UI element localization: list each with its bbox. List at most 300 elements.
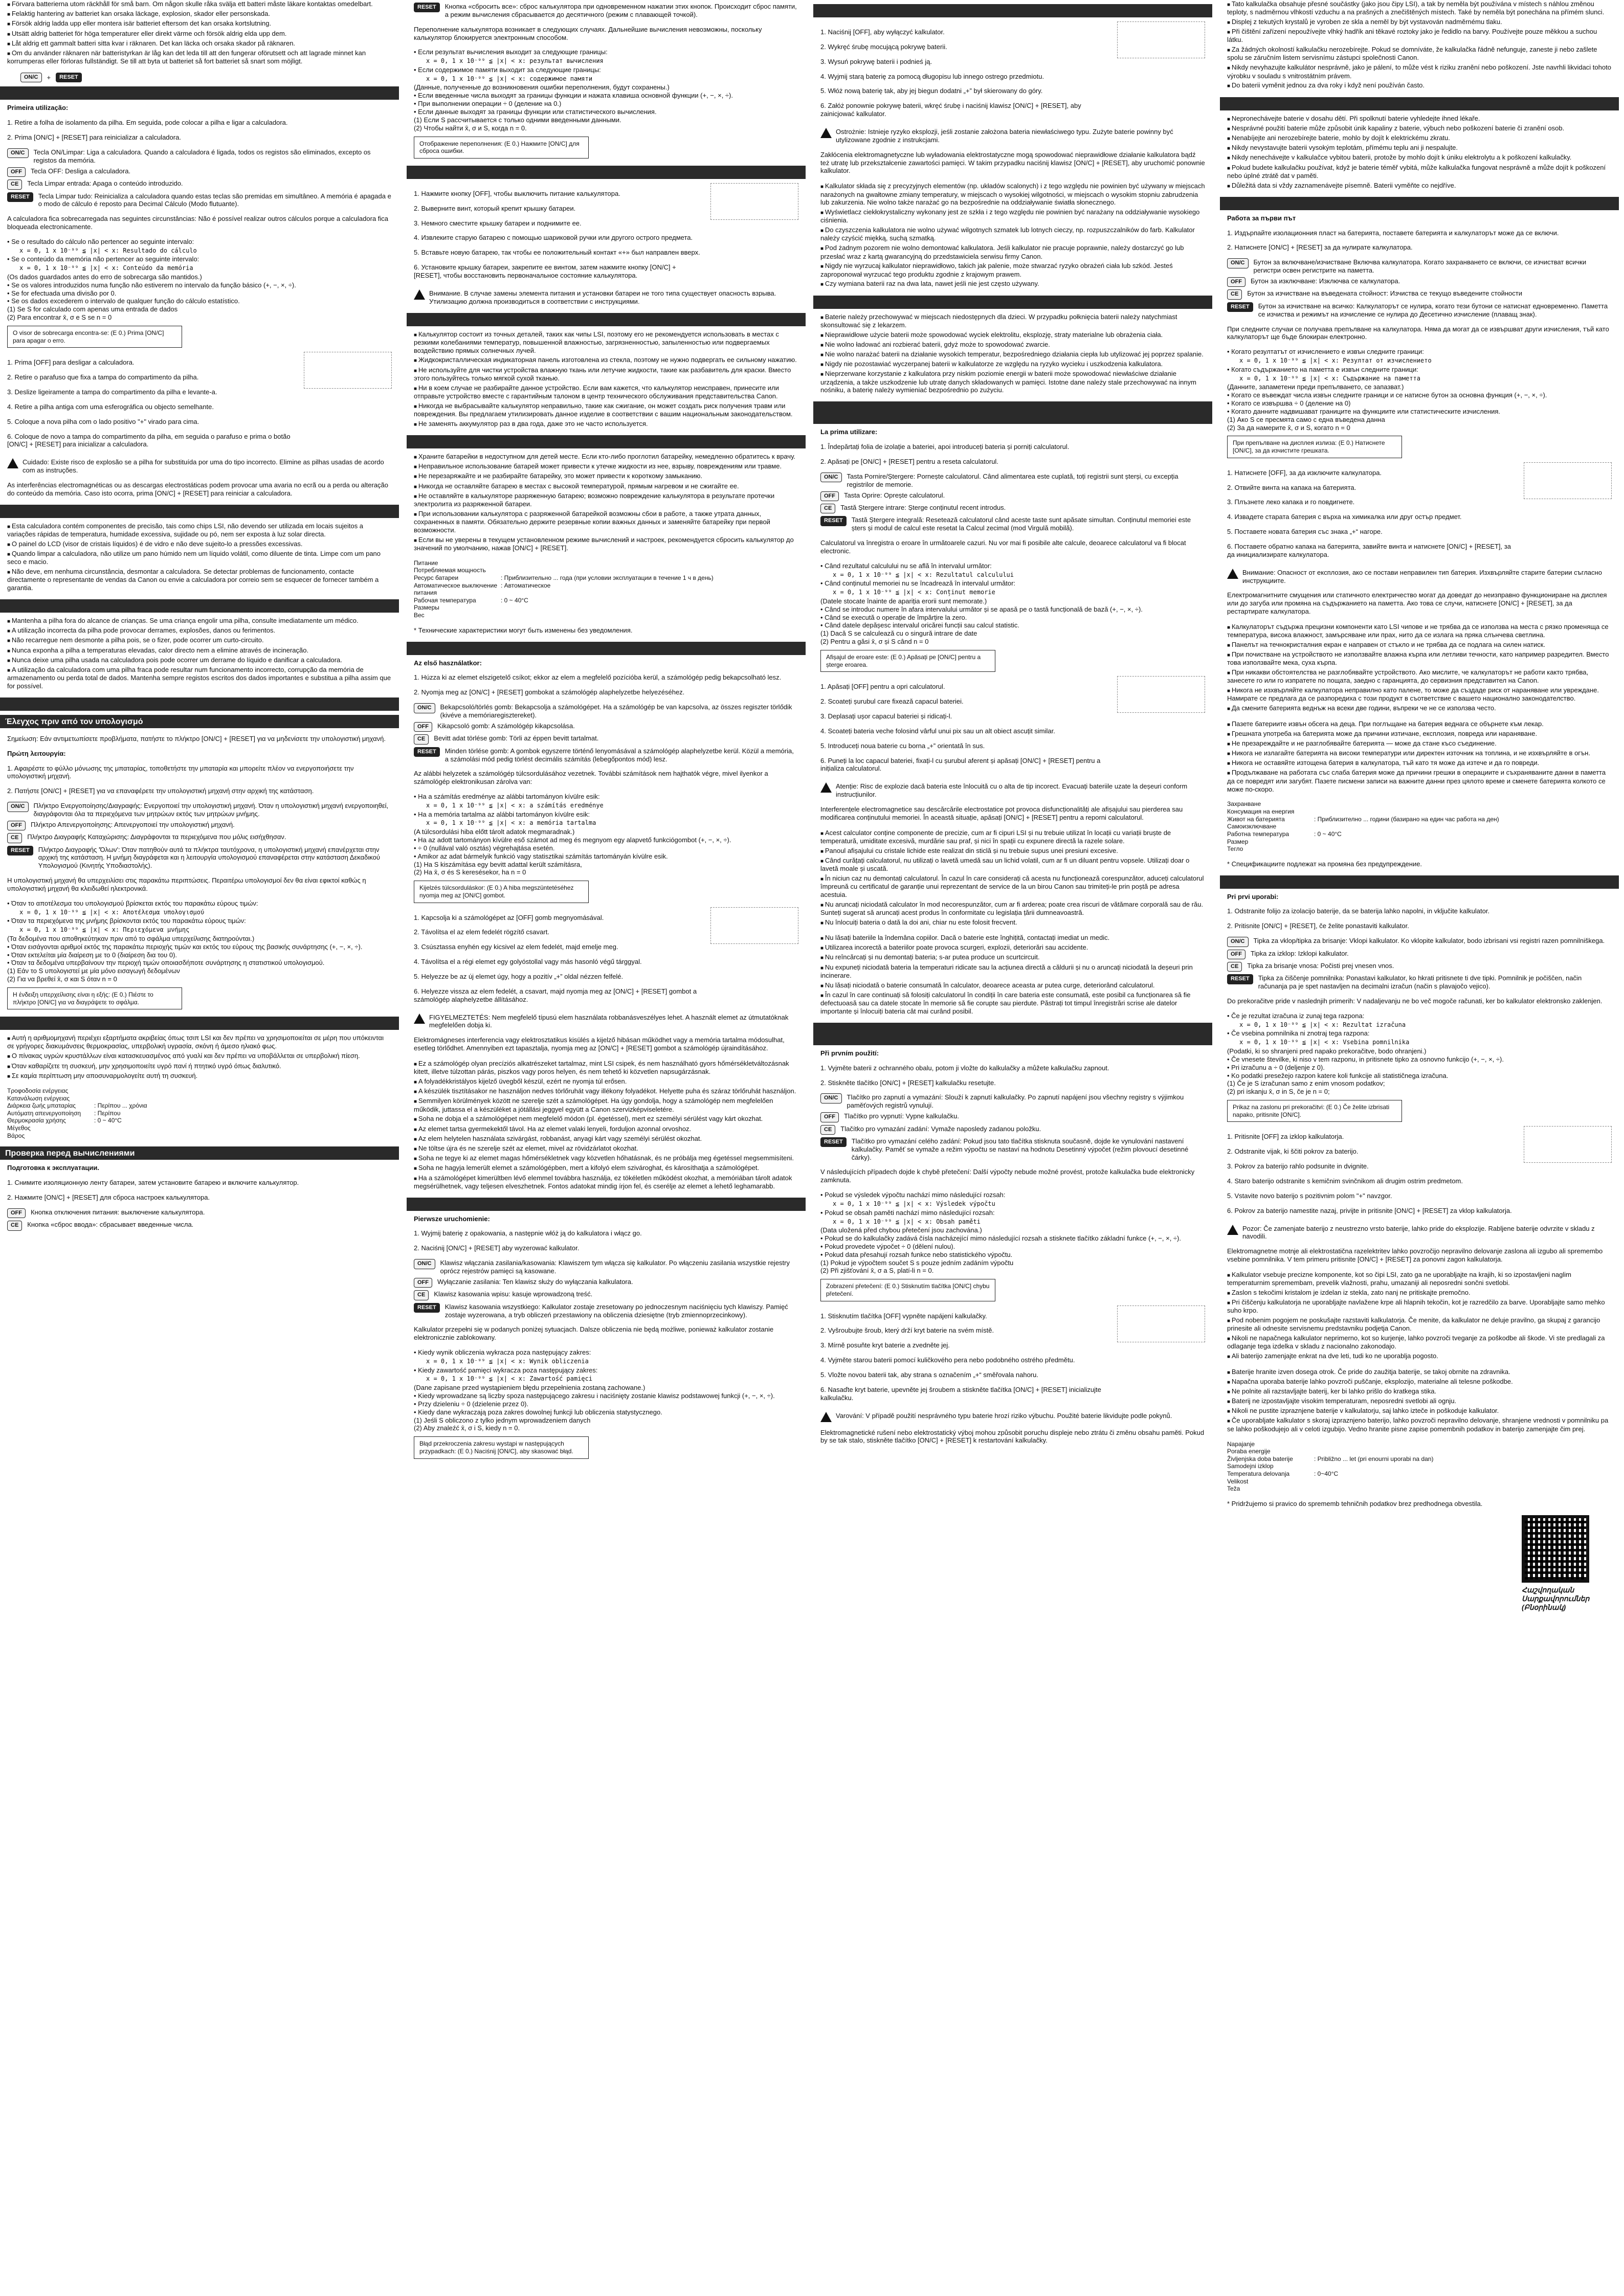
spec-value: : Автоматическое <box>501 581 551 589</box>
ru-overflow-list <box>414 48 798 132</box>
note-item: ■ Nie wolno narażać baterii na działanie wysokich temperatur, bezpośredniego działania ciepła lub utylizować jej poprzez spalanie. <box>820 350 1205 358</box>
ro-notes <box>820 829 1205 927</box>
overflow-item: • Όταν τα δεδομένα υπερβαίνουν την περιοχή τιμών οποιασδήποτε συνάρτησης η στατιστικού υπολογισμού. <box>7 959 325 967</box>
note-item: ■ Pri čiščenju kalkulatorja ne uporabljajte navlažene krpe ali hlapnih tekočin, kot je razredčilo za barve. Uporabljajte samo mehko suho krpo. <box>1227 1298 1612 1315</box>
note-item: ■ Soha ne dobja el a számológépet nem megfelelő módon (pl. égetéssel), mert ez személyi sérülést vagy kárt okozhat. <box>414 1115 798 1123</box>
key-description-row <box>414 747 798 763</box>
note-item: ■ A készülék tisztításakor ne használjon nedves törlőruhát vagy illékony folyadékot. Helyette puha és száraz törlőruhát használjon. <box>414 1087 798 1095</box>
step-item: 5. Helyezze be az új elemet úgy, hogy a pozitív „+” oldal nézzen felfelé. <box>414 972 624 980</box>
battery-illustration <box>1117 21 1205 58</box>
pl-first-use <box>414 1215 798 1459</box>
battery-illustration <box>710 907 798 944</box>
on-c-key: ON/C <box>7 148 29 158</box>
overflow-item: • Pokud se výsledek výpočtu nachází mimo následující rozsah: <box>820 1191 1006 1199</box>
step-item: 1. Retire a folha de isolamento da pilha. Em seguida, pode colocar a pilha e ligar a calculadora. <box>7 119 288 127</box>
key-description-row <box>7 1208 392 1218</box>
el-overflow-list <box>7 899 392 983</box>
spec-row <box>1227 823 1612 830</box>
key-description-row <box>820 1093 1205 1110</box>
note-item: ■ Baterije hranite izven dosega otrok. Če pride do zaužitja baterije, se takoj obrnite na zdravnika. <box>1227 1368 1612 1376</box>
bg-lead: Работа за първи път <box>1227 214 1296 222</box>
off-key: OFF <box>820 1112 839 1122</box>
reset-key: RESET <box>414 1303 440 1313</box>
step-item: 5. Włóż nową baterię tak, aby jej biegun dodatni „+” był skierowany do góry. <box>820 87 1043 95</box>
note-item: ■ Грешната употреба на батерията може да причини изтичане, експлозия, повреда или нараняване. <box>1227 730 1612 738</box>
note-item: ■ Никога не излагайте батерията на високи температури или директен източник на топлина, и не изхвърляйте в огън. <box>1227 749 1612 757</box>
note-item: ■ Acest calculator conține componente de precizie, cum ar fi cipuri LSI și nu trebuie utilizat în locații cu variații bruște de temperatură, umiditate excesivă, murdărie sau praf, și nici în spații cu expunere directă la razele solare. <box>820 829 1205 845</box>
key-description-row <box>7 167 392 177</box>
key-description: Πλήκτρο Απενεργοποίησης: Απενεργοποιεί την υπολογιστική μηχανή. <box>31 820 235 828</box>
overflow-item: • Pri izračunu a ÷ 0 (deljenje z 0). <box>1227 1063 1325 1071</box>
warning-item: ■ Utsätt aldrig batteriet för höga temperaturer eller direkt värme och försök aldrig elda upp dem. <box>7 30 392 38</box>
key-description: Tlačítko pro zapnutí a vymazání: Slouží k zapnutí kalkulačky. Po zapnutí napájení jsou všechny registry s výjimkou paměťových registrů vynulují. <box>847 1093 1184 1110</box>
spec-row <box>7 1132 392 1140</box>
step-item: 4. Vyjměte starou baterii pomocí kuličkového pera nebo podobného ostrého předmětu. <box>820 1356 1075 1364</box>
note-item: ■ Nu aruncați niciodată calculator în mod necorespunzător, cum ar fi arderea; poate crea riscuri de vătămare corporală sau de rău. Sunteți sugerat să aruncați acest produs în conformitate cu legislația țării dumneavoastră. <box>820 901 1205 917</box>
note-item: ■ Никога не изхвърляйте калкулатора неправилно като палене, то може да създаде риск от нараняване или увреждане. Намирате се предлага да се разпоредиха с този продукт в съответствие с вашето национално законодателство. <box>1227 686 1612 703</box>
note-item: ■ Za žádných okolností kalkulačku nerozebírejte. Pokud se domníváte, že kalkulačka řádně nefunguje, zaneste ji nebo zašlete spolu se záručním listem servisnímu zástupci společnosti Canon. <box>1227 46 1612 62</box>
ro-overflow-intro: Calculatorul va înregistra o eroare în următoarele cazuri. Nu vor mai fi posibile alte calcule, deoarece calculatorul va fi blocat electronic. <box>820 539 1186 555</box>
spec-row <box>1227 816 1612 823</box>
key-description: Bevitt adat törlése gomb: Törli az éppen bevitt tartalmat. <box>434 734 599 742</box>
pl-interference: Zakłócenia elektromagnetyczne lub wyładowania elektrostatyczne mogą spowodować nieprawidłowe działanie kalkulatora bądź też utratę lub przekształcenie zawartości pamięci. W takim przypadku naciśnij klawisz [ON/C] + [RESET], aby uruchomić ponownie kalkulator. <box>820 150 1205 175</box>
note-item: ■ Când curățați calculatorul, nu utilizați o lavetă umedă sau un lichid volatil, cum ar fi un diluant pentru vopsele. Utilizați doar o lavetă moale și uscată. <box>820 857 1205 873</box>
step-item: 1. Prima [OFF] para desligar a calculadora. <box>7 358 135 367</box>
spec-label: Самоизключване <box>1227 823 1277 830</box>
bg-overflow-box: При препълване на дисплея излиза: (E 0.) Натиснете [ON/C], за да изчистите грешката. <box>1227 436 1402 458</box>
key-description-row <box>7 179 392 189</box>
note-item: ■ Ne polnite ali razstavljajte baterij, ker bi lahko prišlo do kratkega stika. <box>1227 1387 1612 1395</box>
spec-label: Живот на батерията <box>1227 815 1285 823</box>
sl-key-list <box>1227 937 1612 991</box>
key-description: Tecla Limpar entrada: Apaga o conteúdo introduzido. <box>27 179 183 188</box>
spec-row <box>1227 1440 1612 1448</box>
overflow-item: • Ko podatki presežejo razpon katere koli funkcije ali statističnega izračuna. <box>1227 1071 1449 1079</box>
key-description-row <box>7 833 392 843</box>
ce-key: CE <box>7 179 22 189</box>
note-item: ■ Wyświetlacz ciekłokrystaliczny wykonany jest ze szkła i z tego względu nie powinien być narażany na oddziaływanie wysokiego ciśnienia. <box>820 208 1205 224</box>
section-bar <box>0 1017 399 1030</box>
bg-battery-steps <box>1227 462 1519 566</box>
overflow-item: • Pokud se obsah paměti nachází mimo následující rozsah: <box>820 1208 995 1217</box>
range-formula: x = 0, 1 x 10⁻⁹⁹ ≦ |x| < x: результат вычисления <box>426 57 604 65</box>
overflow-item: (Os dados guardados antes do erro de sobrecarga são mantidos.) <box>7 273 202 281</box>
on-c-key: ON/C <box>820 472 842 482</box>
key-description: Tipka za vklop/tipka za brisanje: Vklopi kalkulator. Ko vklopite kalkulator, bodo izbrisani vsi registri razen pomnilniškega. <box>1253 937 1605 945</box>
cs-caution: Varování: V případě použití nesprávného typu baterie hrozí riziko výbuchu. Použité baterie likvidujte podle pokynů. <box>836 1411 1172 1420</box>
step-item: 3. Deplasați ușor capacul bateriei și ridicați-l. <box>820 712 952 720</box>
cs-battery-steps <box>820 1305 1112 1409</box>
sl-steps <box>1227 907 1612 930</box>
pt-overflow-intro: A calculadora fica sobrecarregada nas seguintes circunstâncias: Não é possível realizar outros cálculos porque a calculadora fica bloqueada electronicamente. <box>7 215 389 231</box>
key-description: Πλήκτρο Διαγραφής 'Όλων': Όταν πατηθούν αυτά τα πλήκτρα ταυτόχρονα, η υπολογιστική μηχανή επανέρχεται στην αρχική της κατάσταση. Η μνήμη διαγράφεται και η λειτουργία υπολογισμού επαναφέρεται στην κατάσταση Δεκαδικού Υπολογισμού (Κινητής Υποδιαστολής). <box>38 845 380 870</box>
spec-label: Teža <box>1227 1485 1240 1493</box>
sl-notes <box>1227 1271 1612 1361</box>
note-item: ■ Σε καμία περίπτωση μην αποσυναρμολογείτε αυτή τη συσκευή. <box>7 1072 392 1080</box>
note-item: ■ Не заменять аккумулятор раз в два года, даже это не часто используется. <box>414 420 798 428</box>
step-item: 6. Coloque de novo a tampa do compartimento da pilha, em seguida o parafuso e prima o botão [ON/C] + [RESET] para inicializar a calculadora. <box>7 432 291 448</box>
bg-spec-note: * Спецификациите подлежат на промяна без предупреждение. <box>1227 860 1422 868</box>
step-item: 5. Vložte novou baterii tak, aby strana s označením „+“ směřovala nahoru. <box>820 1371 1038 1379</box>
warning-icon <box>1227 1225 1238 1235</box>
overflow-item: • Când datele depășesc intervalul oricărei funcții sau calcul statistic. <box>820 621 1019 629</box>
step-item: 1. Îndepărtați folia de izolație a bateriei, apoi introduceți bateria și porniți calculatorul. <box>820 443 1070 451</box>
overflow-item: (2) Para encontrar x̄, σ e S se n = 0 <box>7 313 112 322</box>
note-item: ■ Não deve, em nenhuma circunstância, desmontar a calculadora. Se detectar problemas de funcionamento, contacte directamente o representante de vendas da Canon ou envie a calculadora por correio sem se esquecer de fornecer também a garantia. <box>7 568 392 592</box>
overflow-item: • Če vnesete številke, ki niso v tem razponu, in pritisnete tipko za osnovno funkcijo (+, −, ×, ÷). <box>1227 1055 1504 1063</box>
overflow-item: • Если введенные числа выходят за границы функции и нажата клавиша основной функции (+, −, ×, ÷). <box>414 92 733 100</box>
note-item: ■ Nu lăsați bateriile la îndemâna copiilor. Dacă o baterie este înghițită, contactați imediat un medic. <box>820 934 1205 942</box>
spec-label: Консумация на енергия <box>1227 808 1295 815</box>
off-key: OFF <box>414 1278 432 1288</box>
note-item: ■ Napačna uporaba baterije lahko povzroči puščanje, eksplozijo, materialne ali telesne poškodbe. <box>1227 1378 1612 1386</box>
warning-icon <box>820 782 832 793</box>
note-item: ■ Пазете батериите извън обсега на деца. При поглъщане на батерия веднага се обърнете към лекар. <box>1227 720 1612 728</box>
key-description-row <box>7 846 392 870</box>
overflow-item: • Όταν εκτελείται μία διαίρεση με το 0 (διαίρεση δια του 0). <box>7 951 177 959</box>
key-description: Tipka za brisanje vnosa: Počisti prej vnesen vnos. <box>1247 962 1394 970</box>
range-formula: x = 0, 1 x 10⁻⁹⁹ ≦ |x| < x: Αποτέλεσμα υπολογισμού <box>19 908 205 916</box>
step-item: 1. Stisknutím tlačítka [OFF] vypněte napájení kalkulačky. <box>820 1312 987 1320</box>
ru-steps <box>7 1179 392 1202</box>
on-c-key: ON/C <box>7 802 29 812</box>
note-item: ■ Nunca deixe uma pilha usada na calculadora pois pode ocorrer um derrame do líquido e danificar a calculadora. <box>7 656 392 664</box>
overflow-item: • Kiedy zawartość pamięci wykracza poza następujący zakres: <box>414 1366 598 1374</box>
note-item: ■ Храните батарейки в недоступном для детей месте. Если кто-либо проглотил батарейку, немедленно обратитесь к врачу. <box>414 453 798 461</box>
note-item: ■ Nenabíjejte ani nerozebírejte baterie, mohlo by dojít k elektrickému zkratu. <box>1227 134 1612 142</box>
pl-caution: Ostrożnie: Istnieje ryzyko eksplozji, jeśli zostanie założona bateria niewłaściwego typu. Zużyte baterie powinny być utylizowane zgodnie z instrukcjami. <box>836 128 1173 144</box>
spec-label: Βάρος <box>7 1132 25 1139</box>
battery-illustration <box>1117 676 1205 713</box>
range-formula: x = 0, 1 x 10⁻⁹⁹ ≦ |x| < x: Съдържание на паметта <box>1239 374 1421 382</box>
spec-value: : 0 ~ 40°C <box>1314 830 1342 838</box>
el-spec-table <box>7 1087 392 1139</box>
overflow-item: (1) Εάν το S υπολογιστεί με μία μόνο εισαγωγή δεδομένων <box>7 967 180 975</box>
spec-row <box>1227 830 1612 838</box>
step-item: 4. Távolítsa el a régi elemet egy golyóstollal vagy más hasonló végű tárggyal. <box>414 958 642 966</box>
key-description-row <box>1227 937 1612 947</box>
sl-battery-notes <box>1227 1368 1612 1433</box>
sl-spec-note: * Pridržujemo si pravico do sprememb tehničnih podatkov brez predhodnega obvestila. <box>1227 1499 1483 1507</box>
key-description-row <box>7 148 392 165</box>
key-description: Бутон за изчистване на всичко: Калкулаторът се нулира, когато тези бутони се натиснат едновременно. Паметта се изчиства и режимът на изчисление се нулира до Десетично изчисление (плаващ знак). <box>1258 302 1608 318</box>
overflow-item: • Когато резултатът от изчислението е извън следните граници: <box>1227 348 1424 356</box>
hu-caution: FIGYELMEZTETÉS: Nem megfelelő típusú elem használata robbanásveszélyes lehet. A használt elemet az útmutatóknak megfelelően dobja ki. <box>429 1013 789 1029</box>
overflow-item: (1) Pokud je výpočtem součet S s pouze jedním zadáním výpočtu <box>820 1258 1014 1267</box>
note-item: ■ În niciun caz nu demontați calculatorul. În cazul în care considerați că acesta nu funcționează corespunzător, aduceți calculatorul împreună cu certificatul de garanție unui reprezentant de service de la un birou Canon sau trimiteți-le prin poștă pe adresa acestuia. <box>820 874 1205 899</box>
step-item: 1. Apăsați [OFF] pentru a opri calculatorul. <box>820 683 945 691</box>
note-item: ■ O painel do LCD (visor de cristais líquidos) é de vidro e não deve sujeito-lo a pressões excessivas. <box>7 540 392 548</box>
ro-caution: Atenție: Risc de explozie dacă bateria este înlocuită cu o alta de tip incorect. Evacuați bateriile uzate la deșeuri conform instrucțiunilor. <box>836 782 1188 799</box>
spec-label: Velikost <box>1227 1477 1249 1485</box>
el-overflow-box: Η ένδειξη υπερχείλισης είναι η εξής: (E 0.) Πιέστε το πλήκτρο [ON/C] για να διαγράψετε το σφάλμα. <box>7 987 182 1009</box>
spec-row <box>414 559 798 567</box>
overflow-item: (A túlcsordulási hiba előtt tárolt adatok megmaradnak.) <box>414 828 575 836</box>
note-item: ■ Soha ne tegye ki az elemet magas hőmérsékletnek vagy közvetlen hőhatásnak, és ne próbálja meg égetéssel megsemmisíteni. <box>414 1154 798 1162</box>
spec-row <box>1227 845 1612 853</box>
bg-first-use <box>1227 214 1612 616</box>
key-description: Klawisz kasowania wszystkiego: Kalkulator zostaje zresetowany po jednoczesnym naciśnięciu tych klawiszy. Pamięć zostaje wyzerowana, a tryb obliczeń przestawiony na obliczenia dziesiętne (tryb zmiennoprzecinkowy). <box>444 1302 788 1319</box>
bg-battery-notes <box>1227 720 1612 794</box>
note-item: ■ Калкулаторът съдържа прецизни компоненти като LSI чипове и не трябва да се използва на места с рязко променяща се температура, висока влажност, замърсяване или прах, нито да се излага на пряка слънчева светлина. <box>1227 623 1612 639</box>
step-item: 1. Pritisnite [OFF] za izklop kalkulatorja. <box>1227 1133 1344 1141</box>
note-item: ■ При использовании калькулятора с разряженной батарейкой возможны сбои в работе, а также утрата данных, сохраненных в памяти. Обязательно держите резервные копии важных данных и заменяйте батарейку при первой возможности. <box>414 510 798 534</box>
note-item: ■ Důležitá data si vždy zaznamenávejte písemně. Baterii vyměňte co nejdříve. <box>1227 182 1612 190</box>
section-bar <box>1220 875 1619 889</box>
range-formula: x = 0, 1 x 10⁻⁹⁹ ≦ |x| < x: Резултат от изчислението <box>1239 357 1432 365</box>
sl-overflow-intro: Do prekoračitve pride v naslednjih primerih: V nadaljevanju ne bo več mogoče računati, ker bo kalkulator elektronsko zaklenjen. <box>1227 997 1603 1005</box>
spec-row <box>1227 1470 1612 1478</box>
key-description: Tastă Ștergere intrare: Șterge conținutul recent introdus. <box>840 504 1006 511</box>
range-formula: x = 0, 1 x 10⁻⁹⁹ ≦ |x| < x: Conținut memorie <box>833 589 995 596</box>
note-item: ■ Nikdy nenechávejte v kalkulačce vybitou baterii, protože by mohlo dojít k úniku elektrolytu a k poškození kalkulačky. <box>1227 153 1612 162</box>
note-item: ■ Não recarregue nem desmonte a pilha pois, se o fizer, pode ocorrer um curto-circuito. <box>7 636 392 644</box>
section-bar <box>407 435 806 448</box>
bg-overflow-list <box>1227 348 1612 432</box>
cs-overflow-list <box>820 1191 1205 1275</box>
overflow-item: • Se for efectuada uma divisão por 0. <box>7 289 117 297</box>
key-description-row <box>7 802 392 818</box>
sl-caution: Pozor: Če zamenjate baterijo z neustrezno vrsto baterije, lahko pride do eksplozije. Rabljene baterije odvrzite v skladu z navodili. <box>1242 1224 1595 1241</box>
spec-value: : Приблизително ... години (базирано на един час работа на ден) <box>1314 815 1499 823</box>
note-item: ■ Ни в коем случае не разбирайте данное устройство. Если вам кажется, что калькулятор неисправен, принесите или отправьте устройство вместе с гарантийным талоном в центр технического обслуживания представительства Canon. <box>414 384 798 400</box>
step-item: 3. Немного сместите крышку батареи и поднимите ее. <box>414 219 582 227</box>
note-item: ■ Mantenha a pilha fora do alcance de crianças. Se uma criança engolir uma pilha, consulte imediatamente um médico. <box>7 617 392 625</box>
step-item: 2. Nyomja meg az [ON/C] + [RESET] gombokat a számológép alaphelyzetbe helyezéséhez. <box>414 688 685 696</box>
overflow-item: (Dane zapisane przed wystąpieniem błędu przepełnienia zostaną zachowane.) <box>414 1384 646 1392</box>
note-item: ■ Не используйте для чистки устройства влажную ткань или летучие жидкости, такие как разбавитель для краски. Вместо этого пользуйтесь только мягкой сухой тканью. <box>414 366 798 382</box>
spec-label: Автоматическое выключение питания <box>414 581 498 597</box>
note-item: ■ Nunca exponha a pilha a temperaturas elevadas, calor directo nem a elimine através de incineração. <box>7 646 392 655</box>
note-item: ■ Не перезаряжайте и не разбирайте батарейку, это может привести к короткому замыканию. <box>414 472 798 480</box>
key-description: Кнопка отключения питания: выключение калькулятора. <box>31 1208 205 1216</box>
hu-overflow-list <box>414 793 798 876</box>
note-item: ■ Nepronechávejte baterie v dosahu dětí. Při spolknutí baterie vyhledejte ihned lékaře. <box>1227 115 1612 123</box>
ro-first-use <box>820 428 1205 821</box>
step-item: 2. Scoateți șurubul care fixează capacul bateriei. <box>820 697 964 706</box>
hu-lead: Az első használatkor: <box>414 659 482 667</box>
note-item: ■ Неправильное использование батарей может привести к утечке жидкости из нее, взрыву, повреждениям или травме. <box>414 462 798 470</box>
note-item: ■ Не презареждайте и не разглобявайте батерията — може да стане късо съединение. <box>1227 739 1612 748</box>
spec-row <box>1227 1478 1612 1485</box>
off-key: OFF <box>7 821 26 830</box>
note-item: ■ Czy wymiana baterii raz na dwa lata, nawet jeśli nie jest często używany. <box>820 280 1205 288</box>
spec-label: Ресурс батареи <box>414 574 459 581</box>
step-item: 2. Naciśnij [ON/C] + [RESET] aby wyzerować kalkulator. <box>414 1244 580 1252</box>
el-note: Σημείωση: Εάν αντιμετωπίσετε προβλήματα, πατήστε το πλήκτρο [ON/C] + [RESET] για να μηδενίσετε την υπολογιστική μηχανή. <box>7 734 386 742</box>
step-item: 6. Поставете обратно капака на батерията, завийте винта и натиснете [ON/C] + [RESET], за да инициализирате калкулатора. <box>1227 542 1511 558</box>
spec-value: : 0 ~ 40°C <box>94 1117 122 1124</box>
spec-row <box>1227 1455 1612 1463</box>
spec-row <box>1227 1462 1612 1470</box>
reset-key: RESET <box>820 1137 847 1147</box>
on-c-key: ON/C <box>820 1093 842 1103</box>
ru-overflow-intro: Переполнение калькулятора возникает в следующих случаях. Дальнейшие вычисления невозможны, поскольку калькулятор блокируется электронным способом. <box>414 25 762 41</box>
pl-overflow-intro: Kalkulator przepełni się w podanych poniżej sytuacjach. Dalsze obliczenia nie będą możliwe, ponieważ kalkulator zostanie elektronicznie zablokowany. <box>414 1325 774 1342</box>
step-item: 5. Vstavite novo baterijo s pozitivnim polom "+" navzgor. <box>1227 1191 1392 1200</box>
pt-notes <box>7 522 392 592</box>
overflow-item: • Ha a számítás eredménye az alábbi tartományon kívülre esik: <box>414 793 600 801</box>
spec-label: Življenjska doba baterije <box>1227 1455 1293 1462</box>
overflow-item: • Przy dzieleniu ÷ 0 (dzielenie przez 0). <box>414 1400 529 1408</box>
step-item: 3. Csúsztassa enyhén egy kicsivel az elem fedelét, majd emelje meg. <box>414 943 618 951</box>
spec-row <box>1227 1485 1612 1493</box>
overflow-item: • Όταν το αποτέλεσμα του υπολογισμού βρίσκεται εκτός του παρακάτω εύρους τιμών: <box>7 899 258 907</box>
overflow-item: (Данните, запаметени преди препълването, се запазват.) <box>1227 383 1404 391</box>
ro-battery-steps <box>820 676 1112 779</box>
battery-illustration <box>304 352 392 389</box>
note-item: ■ Při čištění zařízení nepoužívejte vlhký hadřík ani těkavé roztoky jako je ředidlo na barvy. Používejte pouze měkkou a suchou látku. <box>1227 28 1612 44</box>
key-description: Tlačítko pro vymazání celého zadání: Pokud jsou tato tlačítka stisknuta současně, dojde ke vynulování nastavení kalkulačky. Paměť se vymaže a režim výpočtu se nastaví na hodnotu Desetinný výpočet (režim plovoucí desetinné čárky). <box>851 1137 1189 1161</box>
cs-key-list <box>820 1093 1205 1161</box>
step-item: 2. Retire o parafuso que fixa a tampa do compartimento da pilha. <box>7 373 199 381</box>
overflow-item: • ÷ 0 (nullával való osztás) végrehajtása esetén. <box>414 844 555 852</box>
overflow-item: • Kiedy wprowadzane są liczby spoza następującego zakresu i naciśnięty zostanie klawisz podstawowej funkcji (+, −, ×, ÷). <box>414 1391 775 1400</box>
key-description: Tecla ON/Limpar: Liga a calculadora. Quando a calculadora é ligada, todos os registos são eliminados, excepto os registos da memória. <box>33 148 371 164</box>
ce-key: CE <box>820 504 835 513</box>
overflow-item: (1) Ha S kiszámítása egy bevitt adattal került számításra, <box>414 860 582 868</box>
off-key: OFF <box>1227 950 1245 959</box>
off-key: OFF <box>820 491 839 501</box>
key-description: Кнопка «сброс ввода»: сбрасывает введенные числа. <box>27 1221 194 1229</box>
hu-interference: Elektromágneses interferencia vagy elektrosztatikus kisülés a kijelző hibásan működhet vagy a memória tartalma módosulhat, esetleg törlődhet. Amennyiben ezt tapasztalja, nyomja meg az [ON/C] + [RESET] gombot a számológép újraindításához. <box>414 1036 785 1052</box>
note-item: ■ A utilização incorrecta da pilha pode provocar derrames, explosões, danos ou ferimentos. <box>7 626 392 635</box>
ro-overflow-box: Afișajul de eroare este: (E 0.) Apăsați pe [ON/C] pentru a șterge eroarea. <box>820 650 995 672</box>
overflow-item: (2) Чтобы найти x̄, σ и S, когда n = 0. <box>414 124 527 132</box>
spec-row <box>7 1117 392 1124</box>
ce-key: CE <box>820 1125 835 1135</box>
note-item: ■ Nieprawidłowe użycie baterii może spowodować wyciek elektrolitu, eksplozję, straty materialne lub obrażenia ciała. <box>820 331 1205 339</box>
note-item: ■ A folyadékkristályos kijelző üvegből készül, ezért ne nyomja túl erősen. <box>414 1077 798 1086</box>
overflow-item: • Če vsebina pomnilnika ni znotraj tega razpona: <box>1227 1029 1370 1038</box>
key-description: Tasta Pornire/Ștergere: Pornește calculatorul. Când alimentarea este cuplată, toți registrii sunt șterși, cu excepția registrilor de memorie. <box>847 472 1178 488</box>
key-description: Бутон за изчистване на въведената стойност: Изчиства се текущо въведените стойности <box>1247 289 1522 298</box>
note-item: ■ Панелът на течнокристалния екран е направен от стъкло и не трябва да се подлага на силен натиск. <box>1227 641 1612 649</box>
el-notes <box>7 1034 392 1080</box>
step-item: 2. Stiskněte tlačítko [ON/C] + [RESET] kalkulačku resetujte. <box>820 1078 996 1087</box>
step-item: 2. Prima [ON/C] + [RESET] para reinicializar a calculadora. <box>7 133 181 142</box>
bg-caution: Внимание: Опасност от експлозия, ако се постави неправилен тип батерия. Изхвърляйте старите батерии съгласно инструкциите. <box>1242 568 1602 584</box>
section-bar <box>407 313 806 326</box>
note-item: ■ Жидкокристаллическая индикаторная панель изготовлена из стекла, поэтому не нужно подвергать ее сильному нажатию. <box>414 356 798 364</box>
overflow-item: • Când rezultatul calculului nu se află în intervalul următor: <box>820 561 992 570</box>
ru-spec-table <box>414 559 798 619</box>
overflow-item: (1) Dacă S se calculează cu o singură intrare de date <box>820 629 977 638</box>
section-bar <box>0 505 399 518</box>
key-description-row <box>820 1137 1205 1162</box>
overflow-item: • Se os valores introduzidos numa função não estiverem no intervalo da função básico (+, −, ×, ÷). <box>7 281 296 289</box>
note-item: ■ Az elem helytelen használata szivárgást, robbanást, anyagi kárt vagy személyi sérülést okozhat. <box>414 1135 798 1143</box>
key-description-row <box>1227 962 1612 972</box>
pt-key-list <box>7 148 392 208</box>
overflow-item: • Когато се въвеждат числа извън следните граници и се натисне бутон за основна функция (+, −, ×, ÷). <box>1227 391 1547 399</box>
spec-label: Κατανάλωση ενέργειας <box>7 1094 70 1102</box>
step-item: 4. Scoateți bateria veche folosind vârful unui pix sau un alt obiect ascuțit similar. <box>820 727 1055 735</box>
note-item: ■ Displej z tekutých krystalů je vyroben ze skla a neměl by být vystavován nadměrnému tlaku. <box>1227 18 1612 26</box>
spec-value: : 0 ~ 40°C <box>501 596 528 604</box>
overflow-item: • Se o resultado do cálculo não pertencer ao seguinte intervalo: <box>7 237 194 245</box>
overflow-item: • Когато съдържанието на паметта е извън следните граници: <box>1227 365 1418 373</box>
key-description-row <box>414 734 798 744</box>
note-item: ■ Do czyszczenia kalkulatora nie wolno używać wilgotnych szmatek lub lotnych cieczy, np. rozpuszczalników do farb. Kalkulator należy czyścić miękką, suchą szmatką. <box>820 226 1205 242</box>
warning-item: ■ Förvara batterierna utom räckhåll för små barn. Om någon skulle råka svälja ett batteri måste läkare kontaktas omedelbart. <box>7 0 392 8</box>
ce-key: CE <box>7 1221 22 1230</box>
pt-overflow-box: O visor de sobrecarga encontra-se: (E 0.) Prima [ON/C] para apagar o erro. <box>7 326 182 348</box>
key-description-row <box>1227 974 1612 991</box>
key-description-row <box>1227 289 1612 299</box>
step-item: 6. Helyezze vissza az elem fedelét, a csavart, majd nyomja meg az [ON/C] + [RESET] gombot a számológép alaphelyzetbe állításához. <box>414 987 697 1003</box>
spec-value: : Približno ... let (pri enourni uporabi na dan) <box>1314 1455 1434 1462</box>
overflow-item: • Ha a memória tartalma az alábbi tartományon kívülre esik: <box>414 810 590 818</box>
overflow-item: • Kiedy wynik obliczenia wykracza poza następujący zakres: <box>414 1348 591 1357</box>
step-item: 5. Вставьте новую батарею, так чтобы ее положительный контакт «+» был направлен вверх. <box>414 249 700 257</box>
off-key: OFF <box>7 1208 26 1218</box>
note-item: ■ Nikdy nevystavujte baterii vysokým teplotám, přímému teplu ani ji nespalujte. <box>1227 144 1612 152</box>
ro-interference: Interferențele electromagnetice sau descărcările electrostatice pot provoca disfuncționalități ale afișajului sau pierderea sau modificarea conținutului memoriei. În această situație, apăsați [ON/C] + [RESET] pentru a reporni calculatorul. <box>820 805 1183 821</box>
overflow-item: (2) Για να βρεθεί x̄, σ και S όταν n = 0 <box>7 975 117 983</box>
off-key: OFF <box>7 167 26 177</box>
step-item: 2. Нажмите [ON/C] + [RESET] для сброса настроек калькулятора. <box>7 1194 210 1201</box>
overflow-item: (2) За да намерите x̄, σ и S, когато n = 0 <box>1227 423 1350 432</box>
key-description-row <box>820 504 1205 513</box>
key-description-row <box>7 821 392 830</box>
on-c-key: ON/C <box>1227 258 1249 268</box>
spec-row <box>414 567 798 574</box>
spec-row <box>7 1087 392 1095</box>
el-title-bar: Έλεγχος πριν από τον υπολογισμό <box>0 715 399 728</box>
key-description: Бутон за изключване: Изключва се калкулатора. <box>1251 277 1400 285</box>
ce-key: CE <box>7 833 22 843</box>
step-item: 2. Натиснете [ON/C] + [RESET] за да нулирате калкулатора. <box>1227 243 1413 252</box>
overflow-item: • Когато се извършва ÷ 0 (деление на 0) <box>1227 399 1351 407</box>
overflow-item: • Если результат вычисления выходит за следующие границы: <box>414 48 608 56</box>
footer-armenian: Հաշվողական Սարքավորումներ (Բնօրինակ) <box>1522 1585 1590 1611</box>
overflow-item: (Data uložená před chybou přetečení jsou zachována.) <box>820 1226 982 1234</box>
note-item: ■ Никогда не оставляйте батарею в местах с высокой температурой, прямым нагревом и не сжигайте ее. <box>414 482 798 490</box>
battery-illustration <box>1117 1305 1205 1342</box>
note-item: ■ Zaslon s tekočimi kristalom je izdelan iz stekla, zato nanj ne pritiskajte premočno. <box>1227 1289 1612 1297</box>
key-description-row <box>414 1290 798 1300</box>
step-item: 6. Pokrov za baterijo namestite nazaj, privijte in pritisnite [ON/C] + [RESET] za vklop kalkulatorja. <box>1227 1206 1512 1214</box>
warning-icon <box>1227 569 1238 579</box>
note-item: ■ Semmilyen körülmények között ne szerelje szét a számológépet. Ha úgy gondolja, hogy a számológép nem megfelelően működik, juttassa el a készüléket a jótállási jeggyel együtt a Canon szervizképviseletére. <box>414 1097 798 1113</box>
key-description-row <box>820 516 1205 532</box>
range-formula: x = 0, 1 x 10⁻⁹⁹ ≦ |x| < x: Rezultat izračuna <box>1239 1021 1406 1028</box>
spec-row <box>1227 1448 1612 1455</box>
sl-first-use <box>1227 893 1612 1264</box>
step-item: 1. Снимите изоляционную ленту батареи, затем установите батарею и включите калькулятор. <box>7 1179 299 1187</box>
step-item: 2. Vyšroubujte šroub, který drží kryt baterie na svém místě. <box>820 1326 994 1335</box>
spec-value: : Περίπου <box>94 1109 121 1117</box>
sl-overflow-box: Prikaz na zaslonu pri prekoračitvi: (E 0.) Če želite izbrisati napako, pritisnite [ON/C]. <box>1227 1100 1402 1122</box>
overflow-item: • Όταν τα περιεχόμενα της μνήμης βρίσκονται εκτός του παρακάτω εύρους τιμών: <box>7 917 246 925</box>
note-item: ■ În cazul în care continuați să folosiți calculatorul în condiții în care bateria este consumată, este posibil ca funcționarea să fie defectuoasă sau ca datele stocate în memorie să fie corupte sau pierdute. Păstrați tot timpul înregistrări scrise ale datelor importante și înlocuiți bateria cât mai curând posibil. <box>820 991 1205 1016</box>
pl-battery-steps <box>820 21 1112 125</box>
off-key: OFF <box>1227 277 1245 287</box>
section-bar <box>813 4 1212 17</box>
note-item: ■ Όταν καθαρίζετε τη συσκευή, μην χρησιμοποιείτε υγρό πανί ή πτητικό υγρό όπως διαλυτικό. <box>7 1062 392 1070</box>
battery-illustration <box>1524 1126 1612 1163</box>
spec-label: Захранване <box>1227 800 1261 808</box>
overflow-item: (2) Aby znaleźć x̄, σ i S, kiedy n = 0. <box>414 1424 520 1432</box>
key-description-row <box>414 1259 798 1275</box>
overflow-item: • Când conținutul memoriei nu se încadrează în intervalul următor: <box>820 579 1016 588</box>
note-item: ■ Panoul afișajului cu cristale lichide este realizat din sticlă și nu trebuie supus unei presiuni excesive. <box>820 847 1205 855</box>
key-description: Tecla OFF: Desliga a calculadora. <box>31 167 131 175</box>
ro-key-list <box>820 472 1205 532</box>
pl-battery <box>820 21 1205 175</box>
overflow-item: • Pokud provedete výpočet ÷ 0 (dělení nulou). <box>820 1242 955 1250</box>
